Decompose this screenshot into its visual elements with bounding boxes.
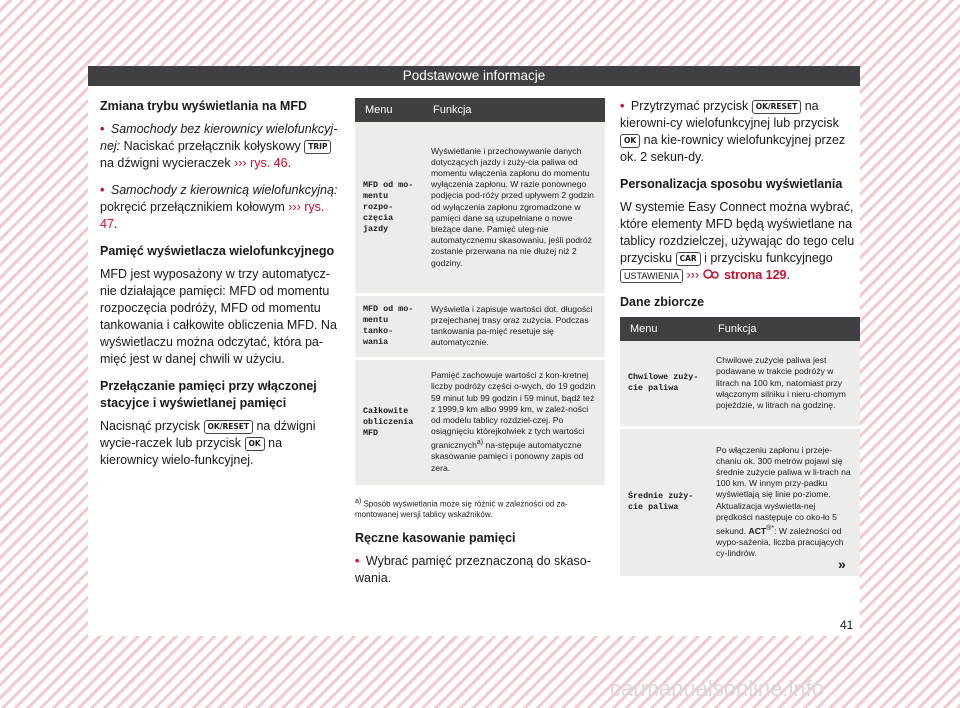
text: na kie-rownicy wielofunkcyjnej przez ok. 2 sekun-dy.: [620, 133, 846, 164]
bullet-italic: Samochody bez kierownicy wielofunkcyj-nej:: [100, 122, 338, 153]
footnote-mark: a): [355, 497, 362, 505]
continue-arrow-icon: »: [838, 556, 846, 572]
bullet-hold-button: [620, 98, 860, 166]
bullet-text: Wybrać pamięć przeznaczoną do skaso-wania.: [355, 554, 591, 586]
bullet-text: na dźwigni wycieraczek: [100, 156, 231, 170]
figure-link[interactable]: ››› rys. 47: [100, 200, 325, 231]
settings-button-label: USTAWIENIA: [620, 269, 683, 283]
heading-switching: Przełączanie pamięci przy włączonej stacyjce i wyświetlanej pamięci: [100, 379, 317, 410]
page-link-arrows[interactable]: ›››: [686, 268, 703, 282]
table-cell-menu: MFD od mo-mentu rozpo-częcia jazdy: [355, 122, 423, 294]
column-right: [620, 98, 860, 579]
footnote-ref: a): [476, 439, 484, 447]
table-row: [355, 122, 605, 294]
table-cell-function: [423, 358, 605, 486]
table-row: [355, 358, 605, 486]
table-row: [355, 294, 605, 358]
bullet-no-multifunction: • Samochody bez kierownicy wielofunkcyj-nej: Naciskać przełącznik kołyskowy TRIP na dźwigni wycieraczek ››› rys. 46.: [100, 122, 338, 170]
bullet-icon: •: [100, 183, 105, 197]
page-header: Podstawowe informacje: [88, 66, 860, 86]
bullet-text: Naciskać przełącznik kołyskowy: [123, 139, 301, 153]
summary-table: [620, 317, 860, 579]
heading-personalization: Personalizacja sposobu wyświetlania: [620, 177, 843, 191]
cell-text: na-stępuje automatyczne skasowanie pamięci i ponowny zapis od zera.: [431, 440, 584, 473]
bullet-icon: •: [620, 99, 625, 113]
paragraph-personalization: W systemie Easy Connect można wybrać, które elementy MFD będą wyświetlane na tablicy rozdzielczej, używając do tego celu przycisku CAR i przycisku funkcyjnego USTAWIENIA ››› strona 129.: [620, 200, 855, 282]
table-cell-function: Chwilowe zużycie paliwa jest podawane w trakcie podróży w litrach na 100 km, natomiast przy włączonym silniku i nieru-chomym pojeździe, w litrach na godzinę.: [708, 341, 860, 427]
bullet-italic: Samochody z kierownicą wielofunkcyjną:: [110, 183, 338, 197]
table-row: [620, 427, 860, 577]
table-header-menu: Menu: [355, 98, 423, 122]
memory-table: [355, 98, 605, 488]
column-middle: [355, 98, 605, 597]
table-cell-menu: MFD od mo-mentu tanko-wania: [355, 294, 423, 358]
bullet-select-memory: [355, 553, 605, 587]
watermark: carmanualsonline.info: [610, 676, 825, 701]
footnote-text: Sposób wyświetlania może się różnić w zależności od za-montowanej wersji tablicy wskaźników.: [355, 499, 568, 520]
table-cell-menu: Całkowite obliczenia MFD: [355, 358, 423, 486]
cell-text: Po włączeniu zapłonu i przeje-chaniu ok. 300 metrów pojawi się średnie zużycie paliwa w li-trach na 100 km. W innym przy-padku wyświetlają się linie po-ziome. Aktualizacja wyświetla-nej prędkości następuje co oko-ło 5 sekund.: [716, 444, 851, 536]
text: na kierowni-cy wielofunkcyjnej lub przycisk: [620, 99, 839, 130]
cell-text: Pamięć zachowuje wartości z kon-kretnej liczby podróży części o-wych, do 19 godzin 59 minut lub 99 godzin i 59 minut, bądź też z 1999,9 km albo 9999 km, w zależ-ności od modelu tablicy rozdziel-czej. Po osiągnięciu którejkolwiek z tych wartości granicznych: [431, 370, 596, 451]
ok-key-icon: OK: [245, 437, 265, 451]
table-header-function: Funkcja: [423, 98, 605, 122]
page-number: 41: [840, 618, 854, 632]
table-cell-function: Wyświetla i zapisuje wartości dot. długości przejechanej trasy oraz zużycia. Podczas tankowania pa-mięć resetuje się automatycznie.: [423, 294, 605, 358]
table-cell-menu: Średnie zuży-cie paliwa: [620, 427, 708, 577]
heading-summary: Dane zbiorcze: [620, 295, 705, 309]
text: i przycisku funkcyjnego: [704, 251, 833, 265]
text: Przytrzymać przycisk: [630, 99, 749, 113]
footnote: [355, 496, 605, 521]
text: W systemie Easy Connect można wybrać, które elementy MFD będą wyświetlane na tablicy rozdzielczej, używając do tego celu przycisku: [620, 200, 855, 265]
ok-reset-key-icon: OK/RESET: [204, 420, 253, 434]
table-header-menu: Menu: [620, 317, 708, 341]
heading-display-mode: Zmiana trybu wyświetlania na MFD: [100, 99, 307, 113]
text: na kierownicy wielo-funkcyjnej.: [100, 436, 283, 467]
table-cell-menu: Chwilowe zuży-cie paliwa: [620, 341, 708, 427]
text: Nacisnąć przycisk: [100, 419, 201, 433]
bullet-multifunction: • Samochody z kierownicą wielofunkcyjną: pokręcić przełącznikiem kołowym ››› rys. 47.: [100, 183, 338, 231]
car-key-icon: CAR: [676, 252, 701, 266]
bullet-icon: •: [100, 122, 105, 136]
page-link[interactable]: strona 129: [723, 268, 787, 282]
paragraph-memory: MFD jest wyposażony w trzy automatycz-nie działające pamięci: MFD od momentu rozpoczęcia podróży, MFD od momentu tankowania i całkowite obliczenia MFD. Na wyświetlaczu można odczytać, która pa-mięć jest w danej chwili w użyciu.: [100, 267, 337, 366]
cell-bold: ACT: [748, 525, 767, 536]
heading-manual-reset: Ręczne kasowanie pamięci: [355, 531, 516, 546]
table-cell-function: Wyświetlanie i przechowywanie danych dotyczących jazdy i zuży-cia paliwa od momentu włączenia zapłonu do momentu wyłączenia zapłonu. W razie ponownego podjęcia pod-róży przed upływem 2 godzin od wyłączenia zapłonu zgromadzone w pamięci dane są uzupełniane o nowe bieżące dane. Pamięć uleg-nie automatycznemu skasowaniu, jeśli podróż zostanie przerwana na nie dłużej niż 2 godziny.: [423, 122, 605, 294]
text: na dźwigni wycie-raczek lub przycisk: [100, 419, 316, 450]
bullet-icon: •: [355, 554, 360, 569]
column-left: [100, 98, 340, 479]
registered-mark: ®*: [766, 524, 775, 532]
infotainment-icon: [702, 268, 720, 280]
heading-memory: Pamięć wyświetlacza wielofunkcyjnego: [100, 244, 335, 258]
cell-text: : W zależności od wypo-sażenia, liczba pracujących cy-lindrów.: [716, 525, 844, 559]
trip-key-icon: TRIP: [304, 140, 331, 154]
ok-reset-key-icon: OK/RESET: [752, 100, 801, 114]
figure-link[interactable]: ››› rys. 46: [234, 156, 288, 170]
paragraph-switching: [100, 418, 340, 469]
bullet-text: pokręcić przełącznikiem kołowym: [100, 200, 285, 214]
table-header-function: Funkcja: [708, 317, 860, 341]
ok-key-icon: OK: [620, 134, 640, 148]
table-cell-function: [708, 427, 860, 577]
table-row: [620, 341, 860, 427]
